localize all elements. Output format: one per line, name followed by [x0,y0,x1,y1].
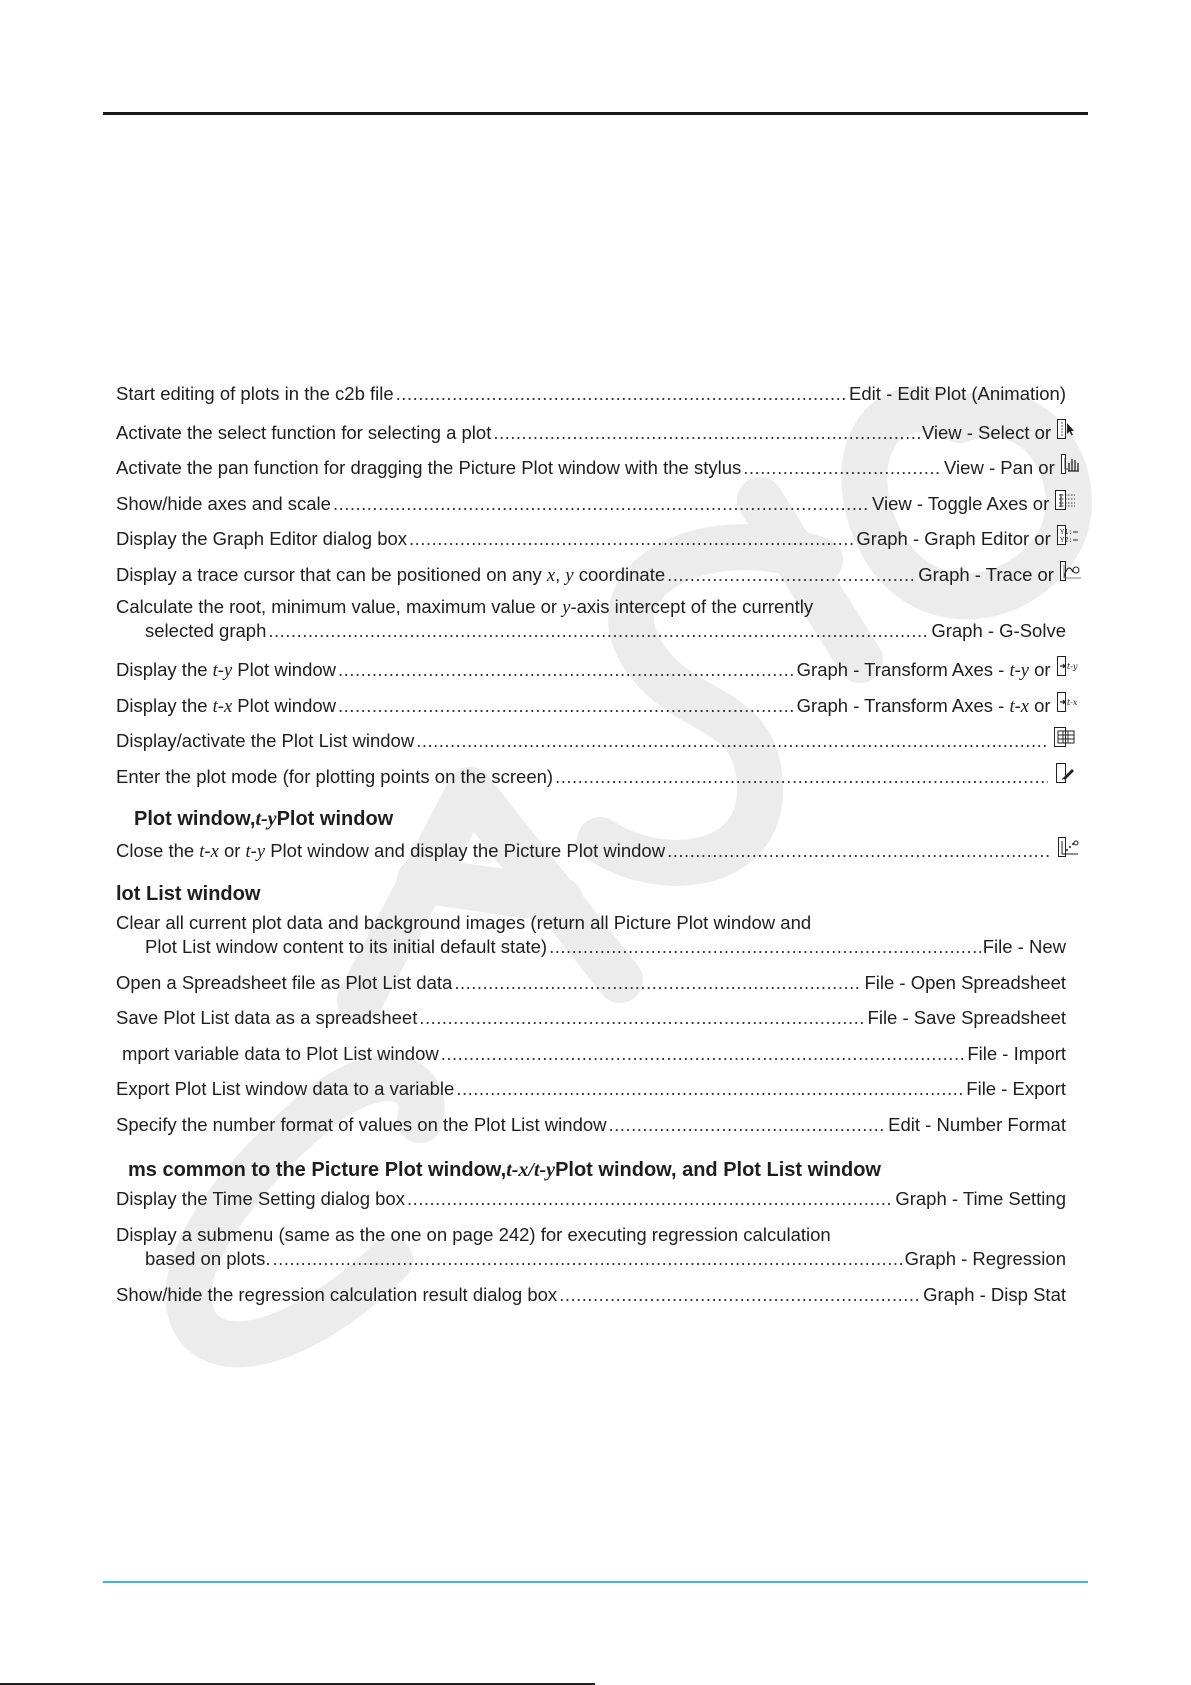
dot-leader [456,1078,964,1100]
dot-leader [338,695,795,717]
command-description [116,564,665,587]
section-heading [116,802,1066,837]
command-row [116,383,1066,419]
select-arrow-icon [1057,419,1066,439]
command-description [116,596,1066,620]
command-row [116,1043,1066,1079]
command-description: Show/hide the regression calculation result dialog box [116,1283,558,1305]
menu-command: View - Toggle Axes or [872,492,1050,514]
transform-tx-icon [1057,692,1078,712]
desc-text: Display the [116,659,213,680]
desc-text: Plot window [232,694,337,716]
dot-leader [396,383,847,405]
math-variable: t-y [255,808,277,830]
math-variable: t-x [1009,696,1029,717]
heading-text: Plot window, [134,808,256,830]
cmd-text: Graph - Transform Axes - [796,659,1010,680]
command-description: mport variable data to Plot List window [122,1042,439,1064]
command-description-continued: Plot List window content to its initial default state) [145,935,548,957]
desc-text: coordinate [573,563,666,585]
command-list [116,383,1078,1319]
desc-text: Display a trace cursor that can be positioned on any [116,563,547,585]
trace-icon [1060,561,1066,581]
menu-command: Graph - G-Solve [931,620,1066,641]
menu-command: File - Export [966,1078,1066,1099]
menu-command [797,659,1051,682]
command-row [116,727,1066,763]
menu-command: Graph - Disp Stat [923,1283,1066,1305]
svg-text:t-x: t-x [1066,697,1078,707]
command-row [116,1188,1066,1224]
menu-command: File - Open Spreadsheet [864,971,1066,993]
cmd-text: or [1028,659,1051,680]
heading-text: Plot window [276,808,394,830]
plot-pen-icon [1056,763,1066,783]
dot-leader [667,840,1050,862]
command-row [116,490,1066,526]
desc-text: Calculate the root, minimum value, maximum value or [116,596,563,617]
command-row [116,596,1066,656]
command-row [116,912,1066,972]
command-description: Display/activate the Plot List window [116,730,415,751]
command-row [116,1114,1066,1150]
math-variable: y [562,598,571,618]
command-description: Display the Graph Editor dialog box [116,528,408,549]
command-row [116,454,1066,490]
command-row [116,656,1078,692]
command-description: Specify the number format of values on the Plot List window [116,1113,607,1135]
command-description: Open a Spreadsheet file as Plot List data [116,971,453,993]
command-row [116,837,1066,873]
menu-command [797,695,1051,718]
dot-leader [272,1248,902,1270]
desc-text: Display the [116,694,213,716]
dot-leader [609,1114,887,1136]
section-heading [116,1153,1066,1188]
dot-leader [268,620,929,642]
desc-text: Plot window and display the Picture Plot window [265,840,666,861]
menu-command: Graph - Time Setting [895,1188,1066,1209]
footer-rule [103,1581,1088,1583]
dot-leader [555,766,1048,788]
svg-text:t-y: t-y [1066,662,1078,671]
menu-command: Graph - Regression [904,1247,1066,1269]
command-row [116,525,1073,561]
menu-command: Graph - Graph Editor or [856,528,1051,549]
desc-text: -axis intercept of the currently [570,596,814,617]
command-description: Enter the plot mode (for plotting points on the screen) [116,765,554,787]
heading-text: Plot window, and Plot List window [555,1159,881,1181]
command-row [116,763,1066,799]
menu-command: Edit - Number Format [888,1113,1066,1135]
plot-list-icon [1054,727,1066,747]
command-row [116,1007,1066,1043]
dot-leader [743,457,942,479]
dot-leader [416,730,1046,752]
section-heading: lot List window [116,882,261,905]
graph-editor-icon [1057,525,1073,545]
menu-command: File - Import [967,1042,1066,1064]
command-description: Display the Time Setting dialog box [116,1188,405,1209]
desc-text: Plot window [232,659,337,680]
command-description-continued: based on plots. [145,1247,271,1269]
desc-text: , [555,563,566,585]
dot-leader [667,564,916,586]
dot-leader [338,659,795,681]
command-row [116,1078,1066,1114]
desc-text: Close the [116,840,200,861]
svg-text:Y1:: Y1: [1059,528,1073,536]
command-description: Export Plot List window data to a variable [116,1078,455,1099]
command-description: Clear all current plot data and background images (return all Picture Plot window and [116,911,812,933]
dot-leader [559,1284,921,1306]
dot-leader [419,1007,865,1029]
math-variable: t-x [212,696,233,717]
picture-plot-icon [1058,837,1066,857]
command-row [116,972,1066,1008]
command-row [116,1224,1066,1284]
command-description [116,695,336,718]
command-description [116,840,665,863]
pan-hand-icon [1061,454,1066,474]
math-variable: t-x/t-y [506,1159,556,1181]
cmd-text: Graph - Transform Axes - [796,694,1010,716]
dot-leader [441,1043,966,1065]
menu-command: View - Pan or [944,457,1055,478]
toggle-axes-icon [1055,490,1066,510]
math-variable: t-x [199,842,219,862]
math-variable: t-y [245,842,266,862]
menu-command: File - New [982,935,1066,957]
dot-leader [333,493,870,515]
command-description: Activate the select function for selecting a plot [116,421,492,443]
dot-leader [454,972,862,994]
command-description: Display a submenu (same as the one on page 242) for executing regression calculation [116,1223,831,1245]
svg-text:Y2:: Y2: [1059,536,1073,544]
math-variable: t-y [1009,661,1029,681]
menu-command: File - Save Spreadsheet [867,1007,1066,1028]
math-variable: x [546,565,556,586]
command-row [116,1284,1066,1320]
dot-leader [493,422,919,444]
top-rule [103,112,1088,115]
command-description [116,659,336,682]
command-description-continued: selected graph [145,620,267,641]
math-variable: y [565,565,574,586]
command-row [116,419,1066,455]
desc-text: or [218,840,246,861]
heading-text: ms common to the Picture Plot window, [128,1159,507,1181]
math-variable: t-y [212,661,233,681]
command-description: Save Plot List data as a spreadsheet [116,1007,418,1028]
menu-command: Graph - Trace or [918,563,1054,585]
cmd-text: or [1028,694,1051,716]
command-description: Activate the pan function for dragging the Picture Plot window with the stylus [116,457,742,478]
dot-leader [549,936,981,958]
command-description: Start editing of plots in the c2b file [116,383,394,404]
command-row [116,561,1066,597]
dot-leader [409,528,854,550]
command-row [116,692,1078,728]
menu-command: View - Select or [921,421,1052,443]
command-description: Show/hide axes and scale [116,492,331,514]
menu-command: Edit - Edit Plot (Animation) [849,383,1066,404]
transform-ty-icon [1057,656,1078,676]
dot-leader [407,1188,893,1210]
